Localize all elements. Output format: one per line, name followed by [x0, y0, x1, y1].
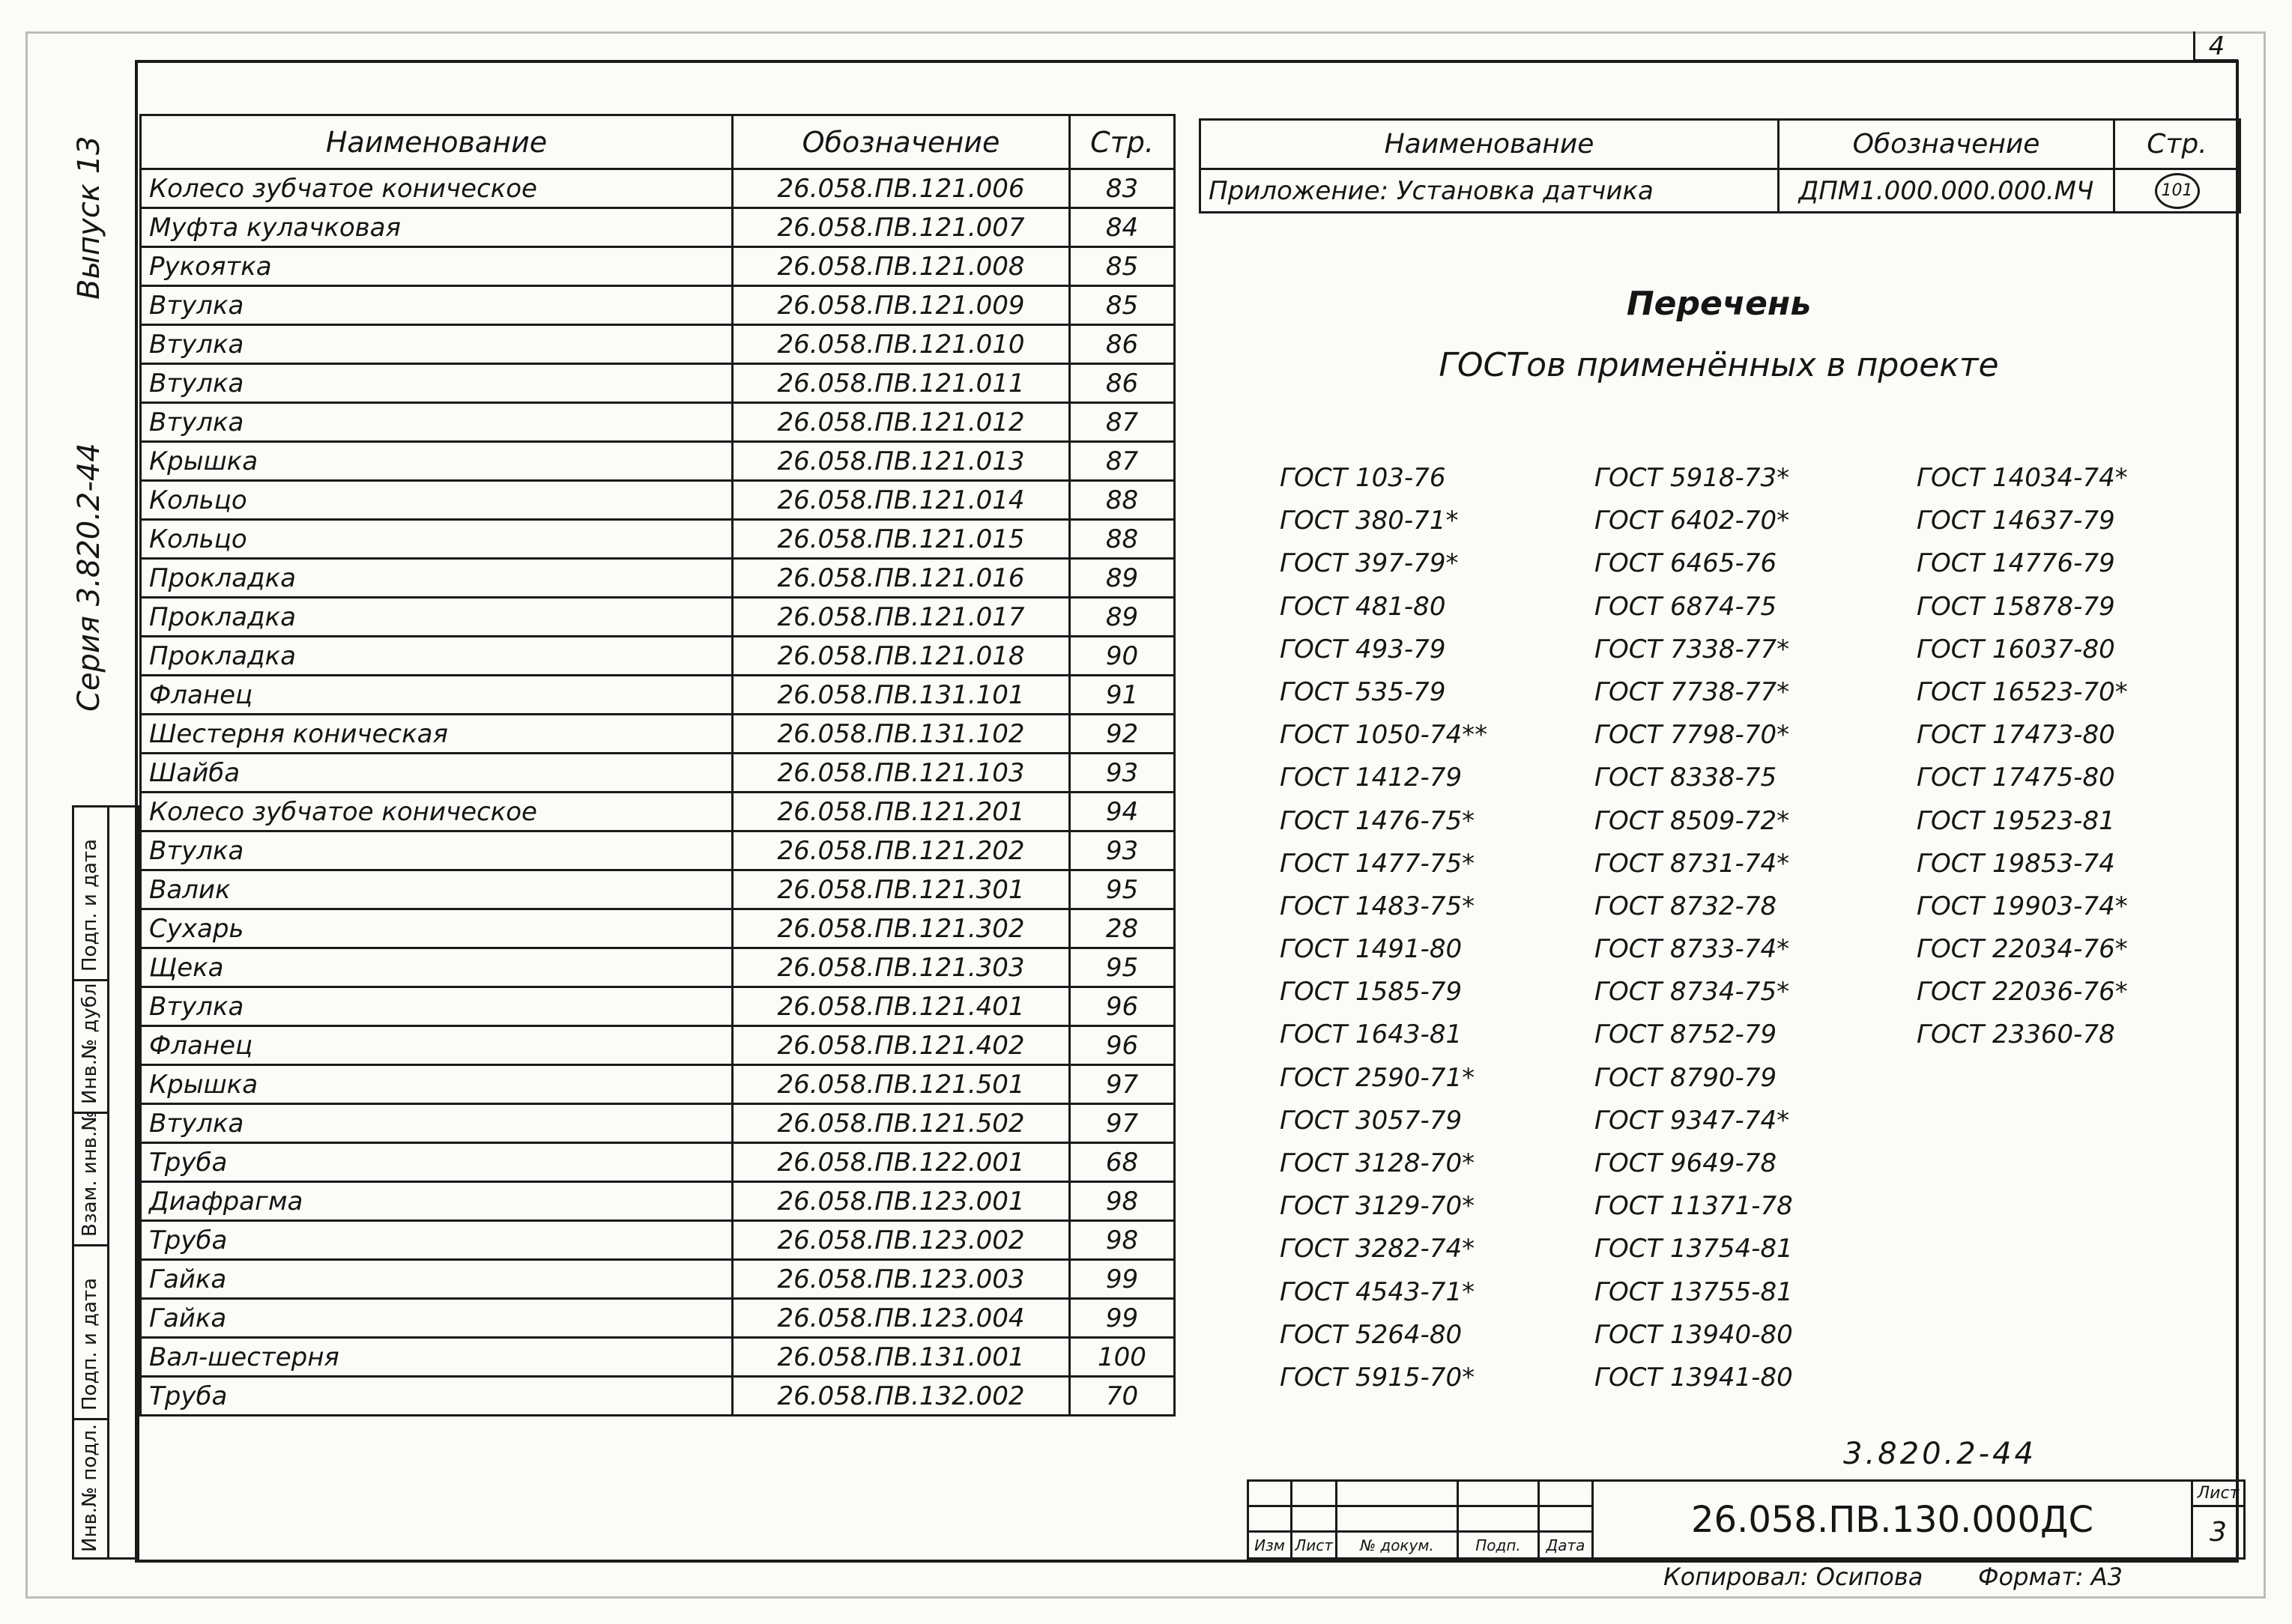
part-page: 84 — [1070, 208, 1175, 247]
col-doc: № докум. — [1337, 1532, 1458, 1559]
table-row — [141, 286, 1175, 325]
gost-item: ГОСТ 1477-75* — [1280, 848, 1475, 879]
part-page: 97 — [1070, 1104, 1175, 1143]
gost-item: ГОСТ 16037-80 — [1917, 634, 2115, 664]
table-row — [141, 1338, 1175, 1377]
table-row — [141, 1026, 1175, 1065]
table-row — [141, 1143, 1175, 1182]
part-code: 26.058.ПВ.121.202 — [733, 831, 1070, 870]
part-page: 94 — [1070, 793, 1175, 831]
part-name: Гайка — [141, 1260, 733, 1299]
list-subtitle: ГОСТов применённых в проекте — [1439, 346, 1999, 384]
parts-table — [139, 114, 1176, 1417]
series-code: 3.820.2-44 — [1843, 1437, 2037, 1471]
side-inscriptions — [67, 127, 120, 727]
part-code: 26.058.ПВ.131.102 — [733, 715, 1070, 754]
part-name: Диафрагма — [141, 1182, 733, 1221]
table-row — [141, 325, 1175, 364]
table-row — [141, 403, 1175, 442]
gost-item: ГОСТ 3128-70* — [1280, 1148, 1475, 1178]
part-name: Труба — [141, 1377, 733, 1416]
part-page: 86 — [1070, 325, 1175, 364]
document-code: 26.058.ПВ.130.000ДС — [1593, 1481, 2192, 1559]
gost-item: ГОСТ 8733-74* — [1594, 934, 1790, 965]
part-page: 98 — [1070, 1221, 1175, 1260]
stamp-cell: Подп. и дата — [74, 808, 107, 981]
part-page: 86 — [1070, 364, 1175, 403]
part-page: 90 — [1070, 637, 1175, 676]
gost-item: ГОСТ 8752-79 — [1594, 1019, 1777, 1050]
part-code: 26.058.ПВ.121.008 — [733, 247, 1070, 286]
gost-item: ГОСТ 17475-80 — [1917, 763, 2115, 793]
appendix-page: 101 — [2155, 173, 2200, 209]
part-name: Прокладка — [141, 598, 733, 637]
part-page: 91 — [1070, 676, 1175, 715]
sheet-number: 3 — [2192, 1506, 2245, 1559]
part-name: Втулка — [141, 325, 733, 364]
part-code: 26.058.ПВ.123.002 — [733, 1221, 1070, 1260]
part-name: Вал-шестерня — [141, 1338, 733, 1377]
gost-item: ГОСТ 19903-74* — [1917, 891, 2128, 921]
part-name: Колесо зубчатое коническое — [141, 169, 733, 208]
table-row — [141, 987, 1175, 1026]
table-row — [141, 208, 1175, 247]
part-page: 95 — [1070, 948, 1175, 987]
appendix-row — [1200, 169, 2240, 213]
part-code: 26.058.ПВ.121.103 — [733, 754, 1070, 793]
table-row — [141, 793, 1175, 831]
part-code: 26.058.ПВ.121.402 — [733, 1026, 1070, 1065]
gost-item: ГОСТ 4543-71* — [1280, 1276, 1475, 1307]
format-label: Формат: А3 — [1978, 1563, 2123, 1591]
part-name: Сухарь — [141, 909, 733, 948]
parts-body — [141, 169, 1175, 1416]
part-code: 26.058.ПВ.132.002 — [733, 1377, 1070, 1416]
gost-item: ГОСТ 5915-70* — [1280, 1362, 1475, 1393]
col-sign: Подп. — [1458, 1532, 1539, 1559]
part-code: 26.058.ПВ.121.007 — [733, 208, 1070, 247]
part-page: 98 — [1070, 1182, 1175, 1221]
part-name: Рукоятка — [141, 247, 733, 286]
gost-item: ГОСТ 11371-78 — [1594, 1191, 1793, 1222]
table-row — [141, 1182, 1175, 1221]
part-name: Щека — [141, 948, 733, 987]
gost-item: ГОСТ 22034-76* — [1917, 934, 2128, 965]
part-code: 26.058.ПВ.121.303 — [733, 948, 1070, 987]
part-code: 26.058.ПВ.121.006 — [733, 169, 1070, 208]
part-name: Муфта кулачковая — [141, 208, 733, 247]
part-page: 92 — [1070, 715, 1175, 754]
part-page: 87 — [1070, 442, 1175, 481]
gost-item: ГОСТ 19523-81 — [1917, 805, 2115, 836]
seria-label: Серия 3.820.2-44 — [72, 443, 106, 712]
part-name: Труба — [141, 1143, 733, 1182]
part-code: 26.058.ПВ.123.003 — [733, 1260, 1070, 1299]
gost-item: ГОСТ 15878-79 — [1917, 591, 2115, 622]
table-row — [141, 948, 1175, 987]
part-code: 26.058.ПВ.121.014 — [733, 481, 1070, 520]
header-name: Наименование — [1200, 120, 1779, 169]
part-page: 96 — [1070, 987, 1175, 1026]
part-page: 97 — [1070, 1065, 1175, 1104]
copied-by: Копировал: Осипова — [1663, 1563, 1923, 1591]
gost-item: ГОСТ 5918-73* — [1594, 463, 1790, 493]
part-code: 26.058.ПВ.121.302 — [733, 909, 1070, 948]
gost-item: ГОСТ 8734-75* — [1594, 977, 1790, 1008]
part-name: Крышка — [141, 442, 733, 481]
part-name: Шайба — [141, 754, 733, 793]
appendix-table — [1199, 118, 2241, 213]
part-page: 85 — [1070, 247, 1175, 286]
gost-item: ГОСТ 8732-78 — [1594, 891, 1777, 921]
appendix-header-row — [1200, 120, 2240, 169]
table-row — [141, 559, 1175, 598]
part-code: 26.058.ПВ.121.017 — [733, 598, 1070, 637]
table-row — [141, 1377, 1175, 1416]
gost-item: ГОСТ 6874-75 — [1594, 591, 1777, 622]
part-code: 26.058.ПВ.123.001 — [733, 1182, 1070, 1221]
sheet-corner-number: 4 — [2193, 31, 2238, 61]
gost-item: ГОСТ 22036-76* — [1917, 977, 2128, 1008]
gost-item: ГОСТ 5264-80 — [1280, 1319, 1463, 1350]
part-code: 26.058.ПВ.131.101 — [733, 676, 1070, 715]
part-page: 28 — [1070, 909, 1175, 948]
part-code: 26.058.ПВ.121.010 — [733, 325, 1070, 364]
part-code: 26.058.ПВ.121.015 — [733, 520, 1070, 559]
part-name: Кольцо — [141, 520, 733, 559]
gost-item: ГОСТ 493-79 — [1280, 634, 1446, 664]
gost-item: ГОСТ 103-76 — [1280, 463, 1446, 493]
part-name: Втулка — [141, 1104, 733, 1143]
gost-item: ГОСТ 7798-70* — [1594, 720, 1790, 751]
part-name: Фланец — [141, 1026, 733, 1065]
col-date: Дата — [1539, 1532, 1593, 1559]
gost-column-3 — [1917, 463, 2128, 1063]
part-page: 99 — [1070, 1299, 1175, 1338]
gost-item: ГОСТ 1585-79 — [1280, 977, 1463, 1008]
gost-item: ГОСТ 13754-81 — [1594, 1234, 1793, 1264]
approval-stamp — [72, 805, 139, 1560]
gost-item: ГОСТ 3282-74* — [1280, 1234, 1475, 1264]
gost-item: ГОСТ 9649-78 — [1594, 1148, 1777, 1178]
gost-column-1 — [1280, 463, 1487, 1405]
header-page: Стр. — [1070, 115, 1175, 169]
gost-item: ГОСТ 1476-75* — [1280, 805, 1475, 836]
table-row — [141, 247, 1175, 286]
part-code: 26.058.ПВ.121.013 — [733, 442, 1070, 481]
header-designation: Обозначение — [1779, 120, 2114, 169]
gost-item: ГОСТ 380-71* — [1280, 506, 1459, 536]
table-row — [141, 1260, 1175, 1299]
gost-item: ГОСТ 7738-77* — [1594, 676, 1790, 707]
part-page: 93 — [1070, 831, 1175, 870]
gost-item: ГОСТ 535-79 — [1280, 676, 1446, 707]
list-title: Перечень — [1626, 285, 1812, 323]
gost-item: ГОСТ 1050-74** — [1280, 720, 1488, 751]
part-name: Фланец — [141, 676, 733, 715]
part-page: 70 — [1070, 1377, 1175, 1416]
header-designation: Обозначение — [733, 115, 1070, 169]
table-row — [141, 1299, 1175, 1338]
header-name: Наименование — [141, 115, 733, 169]
part-code: 26.058.ПВ.121.009 — [733, 286, 1070, 325]
part-code: 26.058.ПВ.121.016 — [733, 559, 1070, 598]
part-page: 100 — [1070, 1338, 1175, 1377]
gost-item: ГОСТ 8338-75 — [1594, 763, 1777, 793]
gost-item: ГОСТ 13940-80 — [1594, 1319, 1793, 1350]
gost-item: ГОСТ 1483-75* — [1280, 891, 1475, 921]
gost-item: ГОСТ 13941-80 — [1594, 1362, 1793, 1393]
col-list: Лист — [1292, 1532, 1337, 1559]
part-name: Прокладка — [141, 559, 733, 598]
gost-item: ГОСТ 1643-81 — [1280, 1019, 1463, 1050]
part-page: 93 — [1070, 754, 1175, 793]
part-name: Крышка — [141, 1065, 733, 1104]
table-row — [141, 831, 1175, 870]
part-name: Колесо зубчатое коническое — [141, 793, 733, 831]
part-code: 26.058.ПВ.122.001 — [733, 1143, 1070, 1182]
col-izm: Изм — [1248, 1532, 1292, 1559]
stamp-cell: Инв.№ дубл. — [74, 981, 107, 1114]
gost-item: ГОСТ 14776-79 — [1917, 548, 2115, 579]
part-page: 83 — [1070, 169, 1175, 208]
part-name: Втулка — [141, 987, 733, 1026]
gost-item: ГОСТ 6402-70* — [1594, 506, 1790, 536]
table-row — [141, 364, 1175, 403]
gost-item: ГОСТ 7338-77* — [1594, 634, 1790, 664]
part-page: 85 — [1070, 286, 1175, 325]
part-page: 99 — [1070, 1260, 1175, 1299]
part-name: Втулка — [141, 364, 733, 403]
gost-item: ГОСТ 8509-72* — [1594, 805, 1790, 836]
part-name: Труба — [141, 1221, 733, 1260]
gost-item: ГОСТ 2590-71* — [1280, 1062, 1475, 1093]
table-row — [141, 715, 1175, 754]
part-name: Втулка — [141, 831, 733, 870]
part-code: 26.058.ПВ.121.502 — [733, 1104, 1070, 1143]
table-row — [141, 520, 1175, 559]
part-page: 96 — [1070, 1026, 1175, 1065]
appendix-name: Приложение: Установка датчика — [1200, 169, 1779, 213]
part-code: 26.058.ПВ.121.012 — [733, 403, 1070, 442]
part-code: 26.058.ПВ.121.501 — [733, 1065, 1070, 1104]
gost-item: ГОСТ 397-79* — [1280, 548, 1459, 579]
part-code: 26.058.ПВ.121.301 — [733, 870, 1070, 909]
header-page: Стр. — [2114, 120, 2240, 169]
part-code: 26.058.ПВ.131.001 — [733, 1338, 1070, 1377]
gost-item: ГОСТ 481-80 — [1280, 591, 1446, 622]
sheet-label: Лист — [2192, 1481, 2245, 1506]
table-row — [141, 1065, 1175, 1104]
part-name: Прокладка — [141, 637, 733, 676]
part-code: 26.058.ПВ.121.018 — [733, 637, 1070, 676]
gost-item: ГОСТ 8731-74* — [1594, 848, 1790, 879]
table-row — [141, 442, 1175, 481]
appendix-code: ДПМ1.000.000.000.МЧ — [1779, 169, 2114, 213]
part-name: Гайка — [141, 1299, 733, 1338]
gost-item: ГОСТ 3129-70* — [1280, 1191, 1475, 1222]
gost-item: ГОСТ 3057-79 — [1280, 1105, 1463, 1136]
gost-item: ГОСТ 17473-80 — [1917, 720, 2115, 751]
table-row — [141, 676, 1175, 715]
part-page: 89 — [1070, 598, 1175, 637]
gost-item: ГОСТ 23360-78 — [1917, 1019, 2115, 1050]
part-page: 87 — [1070, 403, 1175, 442]
part-code: 26.058.ПВ.121.401 — [733, 987, 1070, 1026]
table-row — [141, 598, 1175, 637]
part-code: 26.058.ПВ.121.201 — [733, 793, 1070, 831]
gost-item: ГОСТ 13755-81 — [1594, 1276, 1793, 1307]
gost-item: ГОСТ 19853-74 — [1917, 848, 2115, 879]
gost-item: ГОСТ 8790-79 — [1594, 1062, 1777, 1093]
table-row — [141, 870, 1175, 909]
gost-item: ГОСТ 6465-76 — [1594, 548, 1777, 579]
stamp-cell: Подп. и дата — [74, 1246, 107, 1420]
part-page: 89 — [1070, 559, 1175, 598]
gost-item: ГОСТ 1491-80 — [1280, 934, 1463, 965]
table-row — [141, 754, 1175, 793]
table-row — [141, 637, 1175, 676]
title-block — [1247, 1479, 2246, 1560]
part-page: 68 — [1070, 1143, 1175, 1182]
gost-item: ГОСТ 14034-74* — [1917, 463, 2128, 493]
part-page: 88 — [1070, 481, 1175, 520]
part-code: 26.058.ПВ.123.004 — [733, 1299, 1070, 1338]
stamp-cell: Взам. инв.№ — [74, 1114, 107, 1246]
table-row — [141, 1104, 1175, 1143]
part-page: 95 — [1070, 870, 1175, 909]
table-row — [141, 909, 1175, 948]
gost-column-2 — [1594, 463, 1793, 1405]
part-name: Кольцо — [141, 481, 733, 520]
table-row — [141, 169, 1175, 208]
table-row — [141, 481, 1175, 520]
part-name: Втулка — [141, 286, 733, 325]
stamp-cell: Инв.№ подл. — [79, 1423, 101, 1552]
part-code: 26.058.ПВ.121.011 — [733, 364, 1070, 403]
part-name: Валик — [141, 870, 733, 909]
part-name: Втулка — [141, 403, 733, 442]
gost-item: ГОСТ 16523-70* — [1917, 676, 2128, 707]
vypusk-label: Выпуск 13 — [72, 136, 106, 300]
gost-item: ГОСТ 9347-74* — [1594, 1105, 1790, 1136]
parts-header-row — [141, 115, 1175, 169]
part-name: Шестерня коническая — [141, 715, 733, 754]
gost-item: ГОСТ 14637-79 — [1917, 506, 2115, 536]
part-page: 88 — [1070, 520, 1175, 559]
table-row — [141, 1221, 1175, 1260]
gost-item: ГОСТ 1412-79 — [1280, 763, 1463, 793]
